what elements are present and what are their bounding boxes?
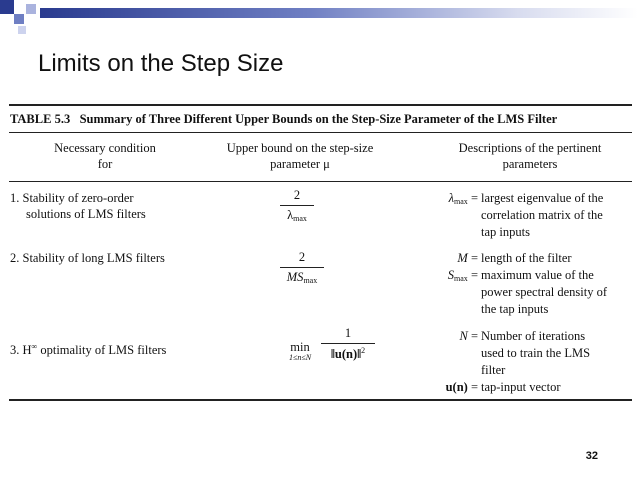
slide-title: Limits on the Step Size [38,50,284,77]
row3-condition: 3. H∞ optimality of LMS filters [10,342,167,357]
fraction-bar [280,267,324,268]
row3-bound-fraction [318,326,378,362]
header-description-line2: parameters [502,157,558,171]
header-bound [210,140,390,172]
row2-bound-numerator: 2 [298,250,306,264]
row2-desc-line4: the tap inputs [481,302,549,316]
row3-bound-numerator: 1 [344,326,352,340]
fraction-bar [321,343,375,344]
deco-square [0,0,14,14]
header-condition-line2: for [97,157,113,171]
row1-bound-numerator: 2 [293,188,301,202]
row1-desc-line2: correlation matrix of the [481,208,603,222]
table-caption-label: TABLE 5.3 [10,112,71,126]
row1-desc-line1: largest eigenvalue of the [481,191,604,205]
row3-desc-symbol1: N = [459,329,478,343]
row2-desc-symbol1: M = [457,251,478,265]
header-description-line1: Descriptions of the pertinent [458,141,602,155]
row2-desc-line2: maximum value of the [481,268,594,282]
row1-condition-line1: 1. Stability of zero-order [10,191,134,205]
row3-desc-line3: filter [481,363,506,377]
row1-desc-symbol: $\lambda_{max}$ = [448,191,478,206]
row2-desc-line1: length of the filter [481,251,572,265]
row2-condition: 2. Stability of long LMS filters [10,251,165,265]
row3-desc-line4: tap-input vector [481,380,561,394]
deco-square [18,26,26,34]
header-bound-line2: parameter μ [270,157,330,171]
fraction-bar [280,205,314,206]
header-condition-line1: Necessary condition [54,141,156,155]
row1-condition-line2: solutions of LMS filters [26,207,146,221]
header-condition [20,140,190,172]
row2-bound [272,250,332,285]
row3-bound-denominator: ‖u(n)‖$^2$ [330,346,366,361]
table-top-rule [9,104,632,106]
header-bound-line1: Upper bound on the step-size [226,141,374,155]
row2-bound-denominator: $MS_{max}$ [286,270,318,285]
page-number: 32 [585,450,598,462]
row2-desc-line3: power spectral density of [481,285,608,299]
row3-desc-line2: used to train the LMS [481,346,591,360]
table-bottom-rule [9,399,632,401]
row3-desc-line1: Number of iterations [481,329,586,343]
row2-desc-symbol2: $S_{max}$ = [447,268,478,283]
caption-rule [9,132,632,133]
deco-square [26,4,36,14]
row3-desc-symbol2: u(n) = [445,380,478,394]
header-decoration [0,0,638,40]
header-gradient-bar [40,8,638,18]
header-description [440,140,620,172]
row3-bound-min: min 1≤n≤N [288,340,312,362]
header-rule [9,181,632,182]
row1-bound [272,188,322,223]
table-caption [10,111,557,127]
row1-desc-line3: tap inputs [481,225,530,239]
deco-square [14,14,24,24]
table-caption-text: Summary of Three Different Upper Bounds on the Step-Size Parameter of the LMS Filter [79,112,558,126]
row1-condition [10,190,146,222]
row1-bound-denominator: $\lambda_{max}$ [287,208,307,223]
